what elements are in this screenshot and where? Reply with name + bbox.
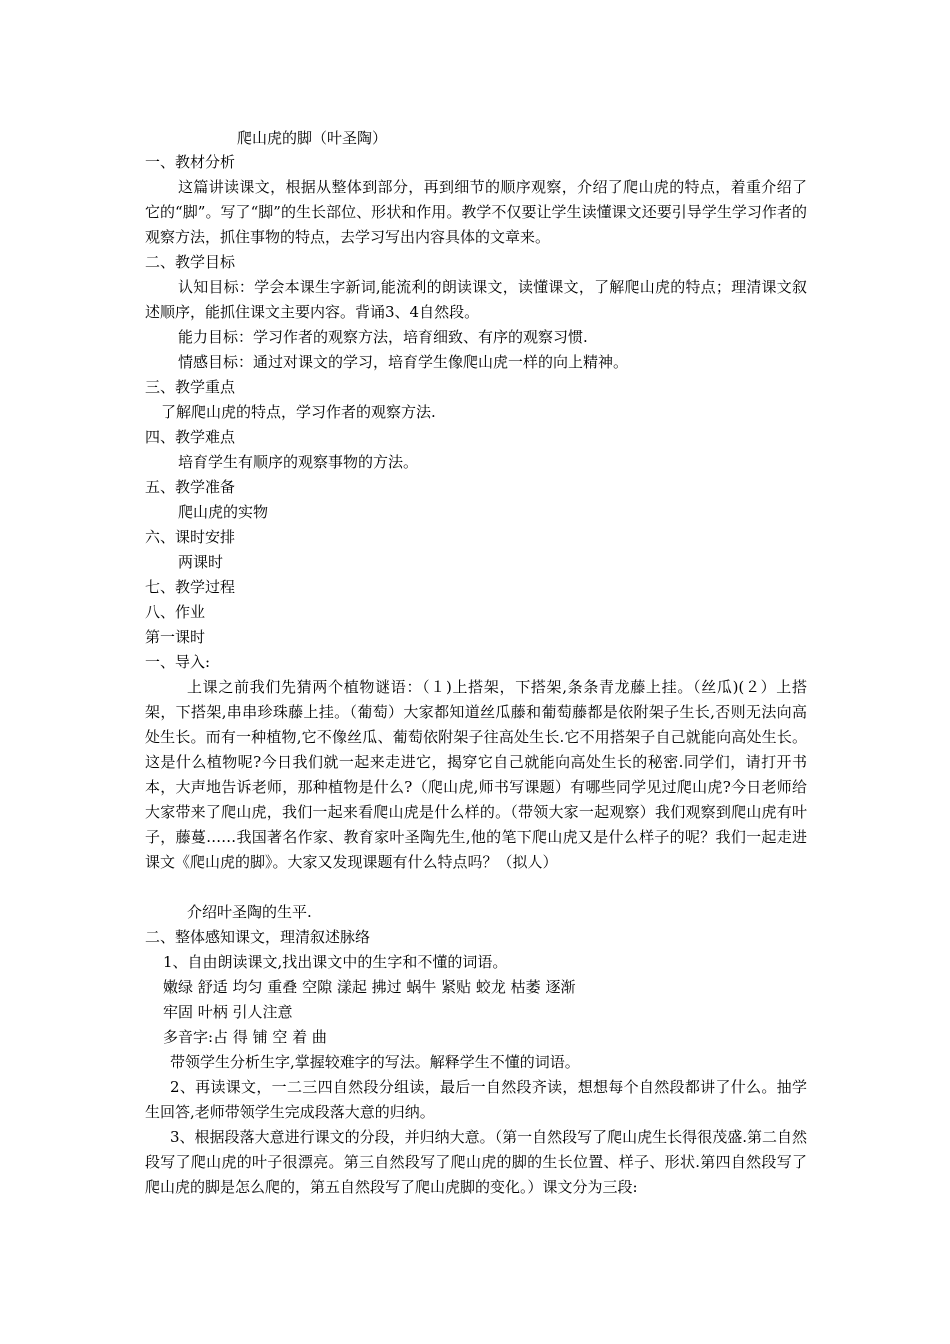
- paragraph: 3、根据段落大意进行课文的分段，并归纳大意。（第一自然段写了爬山虎生长得很茂盛.第二自然段写了爬山虎的叶子很漂亮。第三自然段写了爬山虎的脚的生长位置、样子、形状.第四自然段写了爬山虎的脚是怎么爬的，第五自然段写了爬山虎脚的变化。）课文分为三段:: [145, 1128, 807, 1196]
- text-line: 爬山虎的实物: [178, 503, 269, 521]
- section-heading: 五、教学准备: [145, 478, 236, 496]
- vocabulary-line: 牢固 叶柄 引人注意: [163, 1003, 293, 1021]
- polyphone-line: 多音字:占 得 铺 空 着 曲: [163, 1028, 327, 1046]
- section-heading: 八、作业: [145, 603, 206, 621]
- text-line: 培育学生有顺序的观察事物的方法。: [178, 453, 419, 471]
- text-line: 介绍叶圣陶的生平.: [187, 903, 312, 921]
- section-heading: 四、教学难点: [145, 428, 236, 446]
- section-heading: 七、教学过程: [145, 578, 236, 596]
- paragraph: 认知目标：学会本课生字新词,能流利的朗读课文，读懂课文，了解爬山虎的特点；理清课文叙述顺序，能抓住课文主要内容。背诵3、4自然段。: [145, 278, 807, 321]
- section-heading: 二、整体感知课文，理清叙述脉络: [145, 928, 371, 946]
- text-line: 能力目标：学习作者的观察方法，培育细致、有序的观察习惯.: [178, 328, 588, 346]
- paragraph: 这篇讲读课文，根据从整体到部分，再到细节的顺序观察，介绍了爬山虎的特点，着重介绍了它的“脚”。写了“脚”的生长部位、形状和作用。教学不仅要让学生读懂课文还要引导学生学习作者的观察方法，抓住事物的特点，去学习写出内容具体的文章来。: [145, 178, 807, 246]
- text-line: 两课时: [178, 553, 224, 571]
- text-line: 带领学生分析生字,掌握较难字的写法。解释学生不懂的词语。: [170, 1053, 580, 1071]
- section-heading: 二、教学目标: [145, 253, 236, 271]
- section-heading: 六、课时安排: [145, 528, 236, 546]
- text-line: 情感目标：通过对课文的学习，培育学生像爬山虎一样的向上精神。: [178, 353, 629, 371]
- document-title: 爬山虎的脚（叶圣陶）: [237, 129, 388, 147]
- paragraph: 2、再读课文，一二三四自然段分组读，最后一自然段齐读，想想每个自然段都讲了什么。抽学生回答,老师带领学生完成段落大意的归纳。: [145, 1078, 807, 1121]
- section-heading: 一、教材分析: [145, 153, 236, 171]
- section-heading: 一、导入:: [145, 653, 211, 671]
- text-line: 1、自由朗读课文,找出课文中的生字和不懂的词语。: [163, 953, 508, 971]
- lesson-heading: 第一课时: [145, 628, 206, 646]
- vocabulary-line: 嫩绿 舒适 均匀 重叠 空隙 漾起 拂过 蜗牛 紧贴 蛟龙 枯萎 逐渐: [163, 978, 576, 996]
- section-heading: 三、教学重点: [145, 378, 236, 396]
- paragraph: 上课之前我们先猜两个植物谜语：（１)上搭架，下搭架,条条青龙藤上挂。（丝瓜)(２）上搭架，下搭架,串串珍珠藤上挂。（葡萄）大家都知道丝瓜藤和葡萄藤都是依附架子生长,否则无法向高处生长。而有一种植物,它不像丝瓜、葡萄依附架子往高处生长.它不用搭架子自己就能向高处生长。这是什么植物呢?今日我们就一起来走进它，揭穿它自己就能向高处生长的秘密.同学们，请打开书本，大声地告诉老师，那种植物是什么?（爬山虎,师书写课题）有哪些同学见过爬山虎?今日老师给大家带来了爬山虎，我们一起来看爬山虎是什么样的。（带领大家一起观察）我们观察到爬山虎有叶子，藤蔓……我国著名作家、教育家叶圣陶先生,他的笔下爬山虎又是什么样子的呢？我们一起走进课文《爬山虎的脚》。大家又发现课题有什么特点吗？（拟人）: [145, 678, 807, 871]
- text-line: 了解爬山虎的特点，学习作者的观察方法.: [161, 403, 436, 421]
